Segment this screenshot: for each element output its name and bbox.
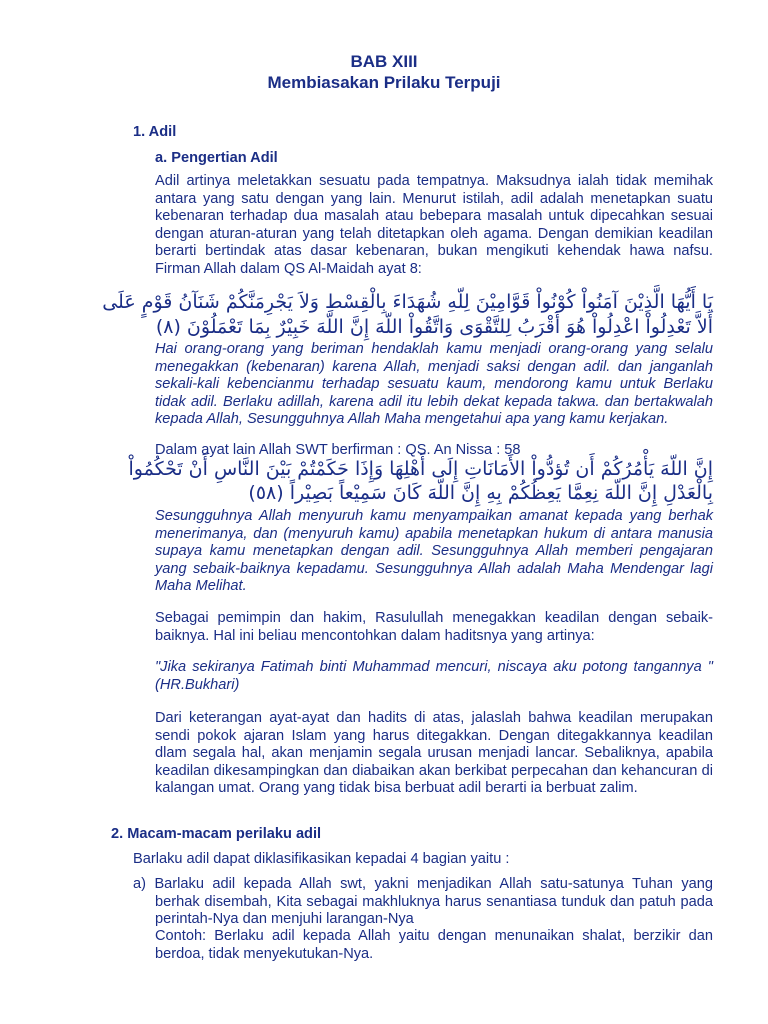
paragraph-conclusion: Dari keterangan ayat-ayat dan hadits di atas, jalaslah bahwa keadilan merupakan sendi pokok ajaran Islam yang harus ditegakkan. Dengan ditegakkannya keadilan dlam segala hal, akan menjamin segala urusan menjadi lancar. Sebaliknya, apabila keadilan dikesampingkan dan diabaikan akan berkibat perpecahan dan kehancuran di kalangan umat. Orang yang tidak bisa berbuat adil berarti ia berbuat zalim. [155, 710, 713, 796]
arabic-verse-maidah-line1: يَا أَيُّهَا الَّذِيْنَ آمَنُواْ كُوْنُواْ قَوَّامِيْنَ لِلّهِ شُهَدَاءَ بِالْقِسْطِ وَلاَ يَجْرِمَنَّكُمْ شَنَآنُ قَوْمٍ عَلَى [102, 291, 713, 313]
section-heading-adil: 1. Adil [133, 124, 177, 140]
arabic-verse-maidah-line2: أَلاَّ تَعْدِلُواْ اعْدِلُواْ هُوَ أَقْرَبُ لِلتَّقْوَى وَاتَّقُواْ اللّهَ إِنَّ اللّهَ خَبِيْرٌ بِمَا تَعْمَلُوْنَ (٨) [155, 316, 713, 338]
subheading-pengertian: a. Pengertian Adil [155, 150, 278, 166]
arabic-verse-nissa-line2: بِالْعَدْلِ إِنَّ اللّهَ نِعِمَّا يَعِظُكُمْ بِهِ إِنَّ اللّهَ كَانَ سَمِيْعاً بَصِيْراً (٥٨) [248, 482, 713, 504]
section-heading-macam: 2. Macam-macam perilaku adil [111, 826, 322, 842]
hadith-quote: "Jika sekiranya Fatimah binti Muhammad mencuri, niscaya aku potong tangannya " (HR.Bukhari) [155, 659, 713, 693]
translation-nissa: Sesungguhnya Allah menyuruh kamu menyampaikan amanat kepada yang berhak menerimanya, dan (menyuruh kamu) apabila menetapkan hukum di antara manusia supaya kamu menetapkan dengan adil. Sesungguhnya Allah memberi pengajaran yang sebaik-baiknya kepadamu. Sesungguhnya Allah adalah Maha Mendengar lagi Maha Melihat. [155, 508, 713, 594]
paragraph-rasulullah: Sebagai pemimpin dan hakim, Rasulullah menegakkan keadilan dengan sebaik-baiknya. Hal ini beliau mencontohkan dalam haditsnya yang artinya: [155, 610, 713, 644]
translation-maidah: Hai orang-orang yang beriman hendaklah kamu menjadi orang-orang yang selalu menegakkan (kebenaran) karena Allah, menjadi saksi dengan adil. dan janganlah sekali-kali kebencianmu terhadap sesuatu kaum, mendorong kamu untuk Berlaku tidak adil. Berlaku adillah, karena adil itu lebih dekat kepada takwa. dan bertakwalah kepada Allah, Sesungguhnya Allah Maha mengetahui apa yang kamu kerjakan. [155, 341, 713, 427]
paragraph-definition: Adil artinya meletakkan sesuatu pada tempatnya. Maksudnya ialah tidak memihak antara yang satu dengan yang lain. Menurut istilah, adil adalah menetapkan suatu kebenaran terhadap dua masalah atau bebepara masalah untuk dipecahkan sesuai dengan aturan-aturan yang telah ditetapkan oleh agama. Dengan demikian keadilan berarti bertindak atas dasar kebenaran, bukan mengikuti kehendak hawa nafsu. Firman Allah dalam QS Al-Maidah ayat 8: [155, 173, 713, 277]
intro-an-nissa: Dalam ayat lain Allah SWT berfirman : QS. An Nissa : 58 [155, 442, 521, 458]
list-item-a-example: Contoh: Berlaku adil kepada Allah yaitu dengan menunaikan shalat, berzikir dan berdoa, tidak menyekutukan-Nya. [155, 928, 713, 962]
chapter-number: BAB XIII [350, 52, 418, 71]
list-item-a: a) Barlaku adil kepada Allah swt, yakni menjadikan Allah satu-satunya Tuhan yang berhak disembah, Kita sebagai makhluknya harus senantiasa tunduk dan patuh pada perintah-Nya dan menjuhi larangan-Nya [133, 876, 713, 927]
arabic-verse-nissa-line1: إِنَّ اللّهَ يَأْمُرُكُمْ أَن تُؤدُّواْ الأَمَانَاتِ إِلَى أَهْلِهَا وَإِذَا حَكَمْتُمْ بَيْنَ النَّاسِ أَنْ تَحْكُمُواْ [128, 458, 713, 480]
paragraph-klasifikasi: Barlaku adil dapat diklasifikasikan kepadai 4 bagian yaitu : [133, 851, 510, 867]
chapter-title: Membiasakan Prilaku Terpuji [267, 73, 501, 92]
